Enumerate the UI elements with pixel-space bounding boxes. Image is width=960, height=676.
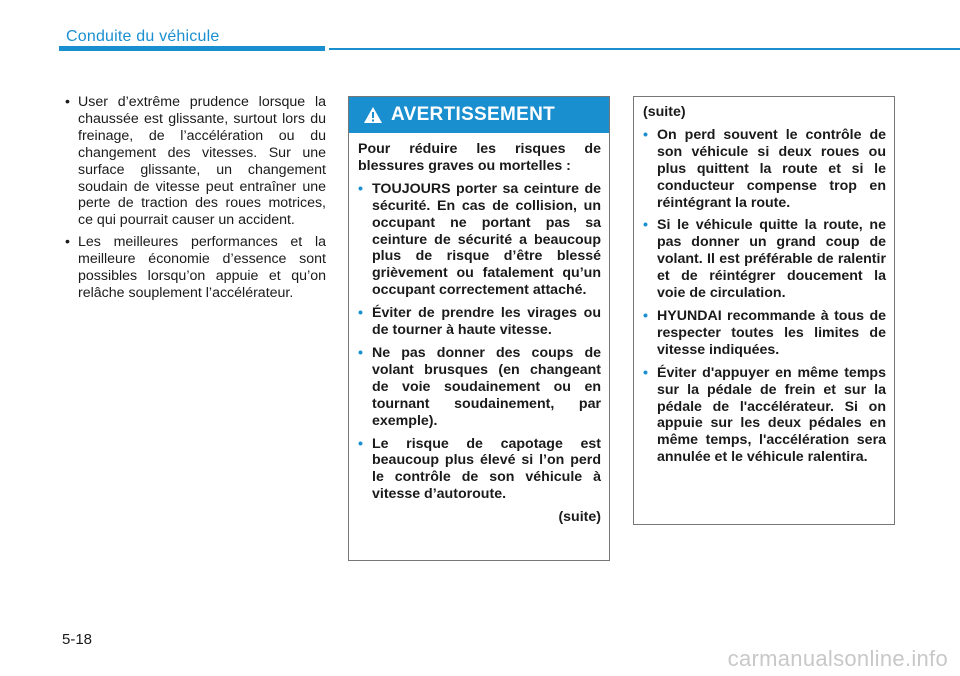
list-item: • Éviter d'appuyer en même temps sur la pédale de frein et sur la pédale de l'accélérateur. Si on appuie sur les deux pédales en même temps, l'accélération sera annulée et le véhicule ralentira.	[643, 365, 886, 466]
list-item: • Les meilleures performances et la meilleure économie d’essence sont possibles lorsqu’on appuie et qu’on relâche souplement l’accélérateur.	[62, 234, 326, 302]
continued-label: (suite)	[558, 509, 601, 526]
warning-body	[349, 133, 609, 526]
list-item: • User d’extrême prudence lorsque la chaussée est glissante, surtout lors du freinage, de l’accélération ou du changement des vitesses. Sur une surface glissante, un changement soudain de vitesse peut entraîner une perte de traction des roues motrices, ce qui pourrait causer un accident.	[62, 94, 326, 229]
section-title: Conduite du véhicule	[66, 28, 220, 45]
page-number: 5-18	[62, 631, 93, 648]
continued-warning-box	[633, 96, 895, 525]
list-item: • Si le véhicule quitte la route, ne pas donner un grand coup de volant. Il est préférable de ralentir et de réintégrer doucement la voie de circulation.	[643, 217, 886, 302]
list-item: • Ne pas donner des coups de volant brusques (en changeant de voie soudainement ou en tournant soudainement, par exemple).	[358, 345, 601, 430]
list-item: • Le risque de capotage est beaucoup plus élevé si l’on perd le contrôle de son véhicule à vitesse d’autoroute.	[358, 436, 601, 504]
list-item: • HYUNDAI recommande à tous de respecter toutes les limites de vitesse indiquées.	[643, 308, 886, 359]
continued-body	[634, 97, 894, 466]
warning-intro: Pour réduire les risques de blessures graves ou mortelles :	[358, 141, 601, 174]
warning-header	[349, 97, 609, 133]
list-item: • Éviter de prendre les virages ou de tourner à haute vitesse.	[358, 305, 601, 339]
header-rule-thin	[329, 48, 960, 50]
left-column-text	[62, 94, 326, 307]
list-item: • TOUJOURS porter sa ceinture de sécurité. En cas de collision, un occupant ne portant pas sa ceinture de sécurité a beaucoup plus de risque d’être blessé grièvement ou fatalement qu’un occupant correctement attaché.	[358, 181, 601, 299]
warning-triangle-icon	[363, 106, 383, 124]
warning-title: AVERTISSEMENT	[391, 104, 556, 125]
continued-heading: (suite)	[643, 104, 686, 120]
list-item: • On perd souvent le contrôle de son véhicule si deux roues ou plus quittent la route et si le conducteur compense trop en réintégrant la route.	[643, 127, 886, 212]
warning-box	[348, 96, 610, 561]
header-rule-thick	[59, 46, 325, 51]
watermark-text: carmanualsonline.info	[727, 646, 948, 671]
